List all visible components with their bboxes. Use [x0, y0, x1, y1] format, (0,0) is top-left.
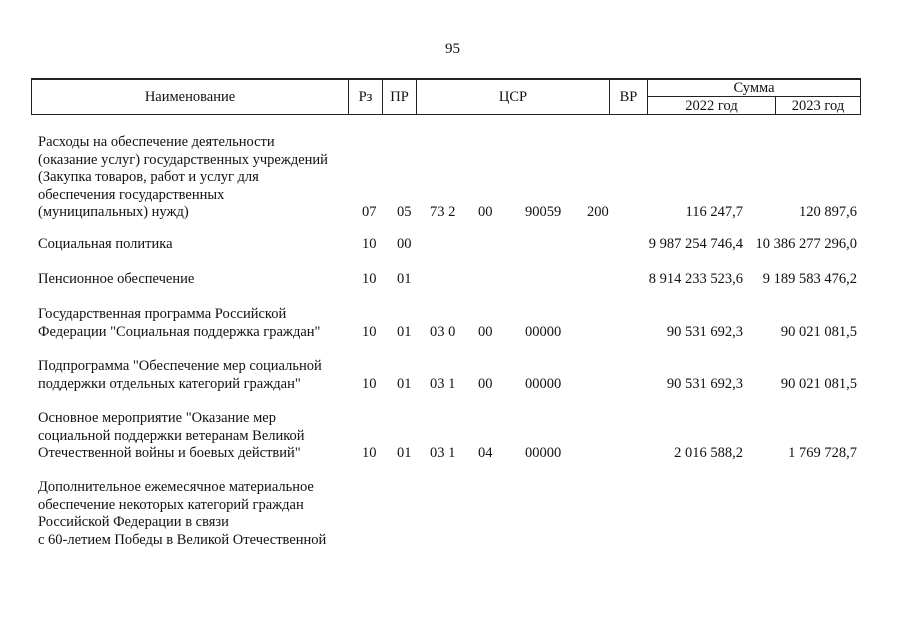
cell-csr-direction: 04 — [478, 445, 493, 461]
header-year-2023: 2023 год — [791, 98, 845, 114]
cell-sum-2022: 90 531 692,3 — [666, 323, 743, 340]
row-name-line: Пенсионное обеспечение — [38, 271, 195, 287]
cell-rz: 10 — [362, 323, 377, 340]
row-name-line: Подпрограмма "Обеспечение мер социальной — [38, 358, 322, 374]
cell-sum-2022: 2 016 588,2 — [674, 445, 743, 461]
header-vr: ВР — [610, 80, 648, 115]
cell-rz: 10 — [362, 271, 377, 287]
row-name — [38, 236, 358, 254]
row-name-line: Отечественной войны и боевых действий" — [38, 445, 301, 461]
cell-pr: 05 — [397, 204, 412, 220]
cell-rz: 07 — [362, 204, 377, 220]
header-csr: ЦСР — [417, 80, 610, 115]
header-pr: ПР — [383, 80, 417, 115]
row-name — [38, 410, 358, 463]
header-year-2022: 2022 год — [648, 97, 776, 115]
row-name — [38, 271, 358, 289]
cell-csr-program: 73 2 — [430, 204, 456, 220]
cell-csr-code: 00000 — [525, 323, 562, 340]
cell-rz: 10 — [362, 445, 377, 461]
cell-pr: 01 — [397, 375, 412, 392]
header-sum: Сумма — [648, 80, 860, 97]
header-rz: Рз — [349, 80, 383, 115]
row-name-line: Государственная программа Российской — [38, 306, 287, 322]
row-name-line: (Закупка товаров, работ и услуг для — [38, 169, 259, 185]
table-header — [31, 78, 861, 115]
cell-csr-direction: 00 — [478, 323, 493, 340]
cell-csr-code: 90059 — [525, 204, 562, 220]
row-name — [38, 358, 358, 393]
cell-csr-code: 00000 — [525, 445, 562, 461]
header-name: Наименование — [32, 80, 349, 115]
cell-sum-2023: 90 021 081,5 — [780, 375, 857, 392]
row-name-line: (оказание услуг) государственных учреждений — [38, 151, 328, 168]
header-sum-block — [648, 80, 860, 115]
cell-sum-2022: 116 247,7 — [685, 204, 743, 220]
cell-sum-2022: 8 914 233 523,6 — [648, 271, 743, 287]
row-name-line: с 60-летием Победы в Великой Отечественной — [38, 531, 327, 548]
row-name-line: поддержки отдельных категорий граждан" — [38, 375, 301, 392]
cell-csr-code: 00000 — [525, 375, 562, 392]
row-name-line: Основное мероприятие "Оказание мер — [38, 410, 276, 426]
cell-pr: 01 — [397, 271, 412, 287]
row-name — [38, 479, 358, 549]
cell-pr: 00 — [397, 236, 412, 252]
row-name-line: Социальная политика — [38, 236, 173, 252]
cell-pr: 01 — [397, 323, 412, 340]
row-name-line: обеспечения государственных — [38, 186, 225, 203]
row-name-line: социальной поддержки ветеранам Великой — [38, 427, 305, 444]
row-name — [38, 134, 358, 222]
row-name-line: Дополнительное ежемесячное материальное — [38, 479, 314, 495]
row-name — [38, 306, 358, 341]
row-name-line: обеспечение некоторых категорий граждан — [38, 496, 304, 513]
cell-sum-2023: 9 189 583 476,2 — [762, 271, 857, 287]
row-name-line: (муниципальных) нужд) — [38, 204, 189, 220]
cell-sum-2023: 10 386 277 296,0 — [755, 236, 857, 252]
cell-sum-2022: 9 987 254 746,4 — [648, 236, 743, 252]
cell-sum-2023: 120 897,6 — [799, 204, 857, 220]
cell-rz: 10 — [362, 375, 377, 392]
cell-csr-direction: 00 — [478, 204, 493, 220]
row-name-line: Российской Федерации в связи — [38, 514, 229, 530]
cell-sum-2023: 1 769 728,7 — [788, 445, 857, 461]
cell-csr-program: 03 1 — [430, 445, 456, 461]
row-name-line: Расходы на обеспечение деятельности — [38, 134, 275, 150]
row-name-line: Федерации "Социальная поддержка граждан" — [38, 323, 321, 340]
cell-csr-program: 03 1 — [430, 375, 456, 392]
page-number: 95 — [445, 41, 460, 57]
cell-csr-program: 03 0 — [430, 323, 456, 340]
cell-rz: 10 — [362, 236, 377, 252]
cell-sum-2022: 90 531 692,3 — [666, 375, 743, 392]
cell-pr: 01 — [397, 445, 412, 461]
cell-csr-direction: 00 — [478, 375, 493, 392]
cell-vr: 200 — [587, 204, 609, 220]
cell-sum-2023: 90 021 081,5 — [780, 323, 857, 340]
